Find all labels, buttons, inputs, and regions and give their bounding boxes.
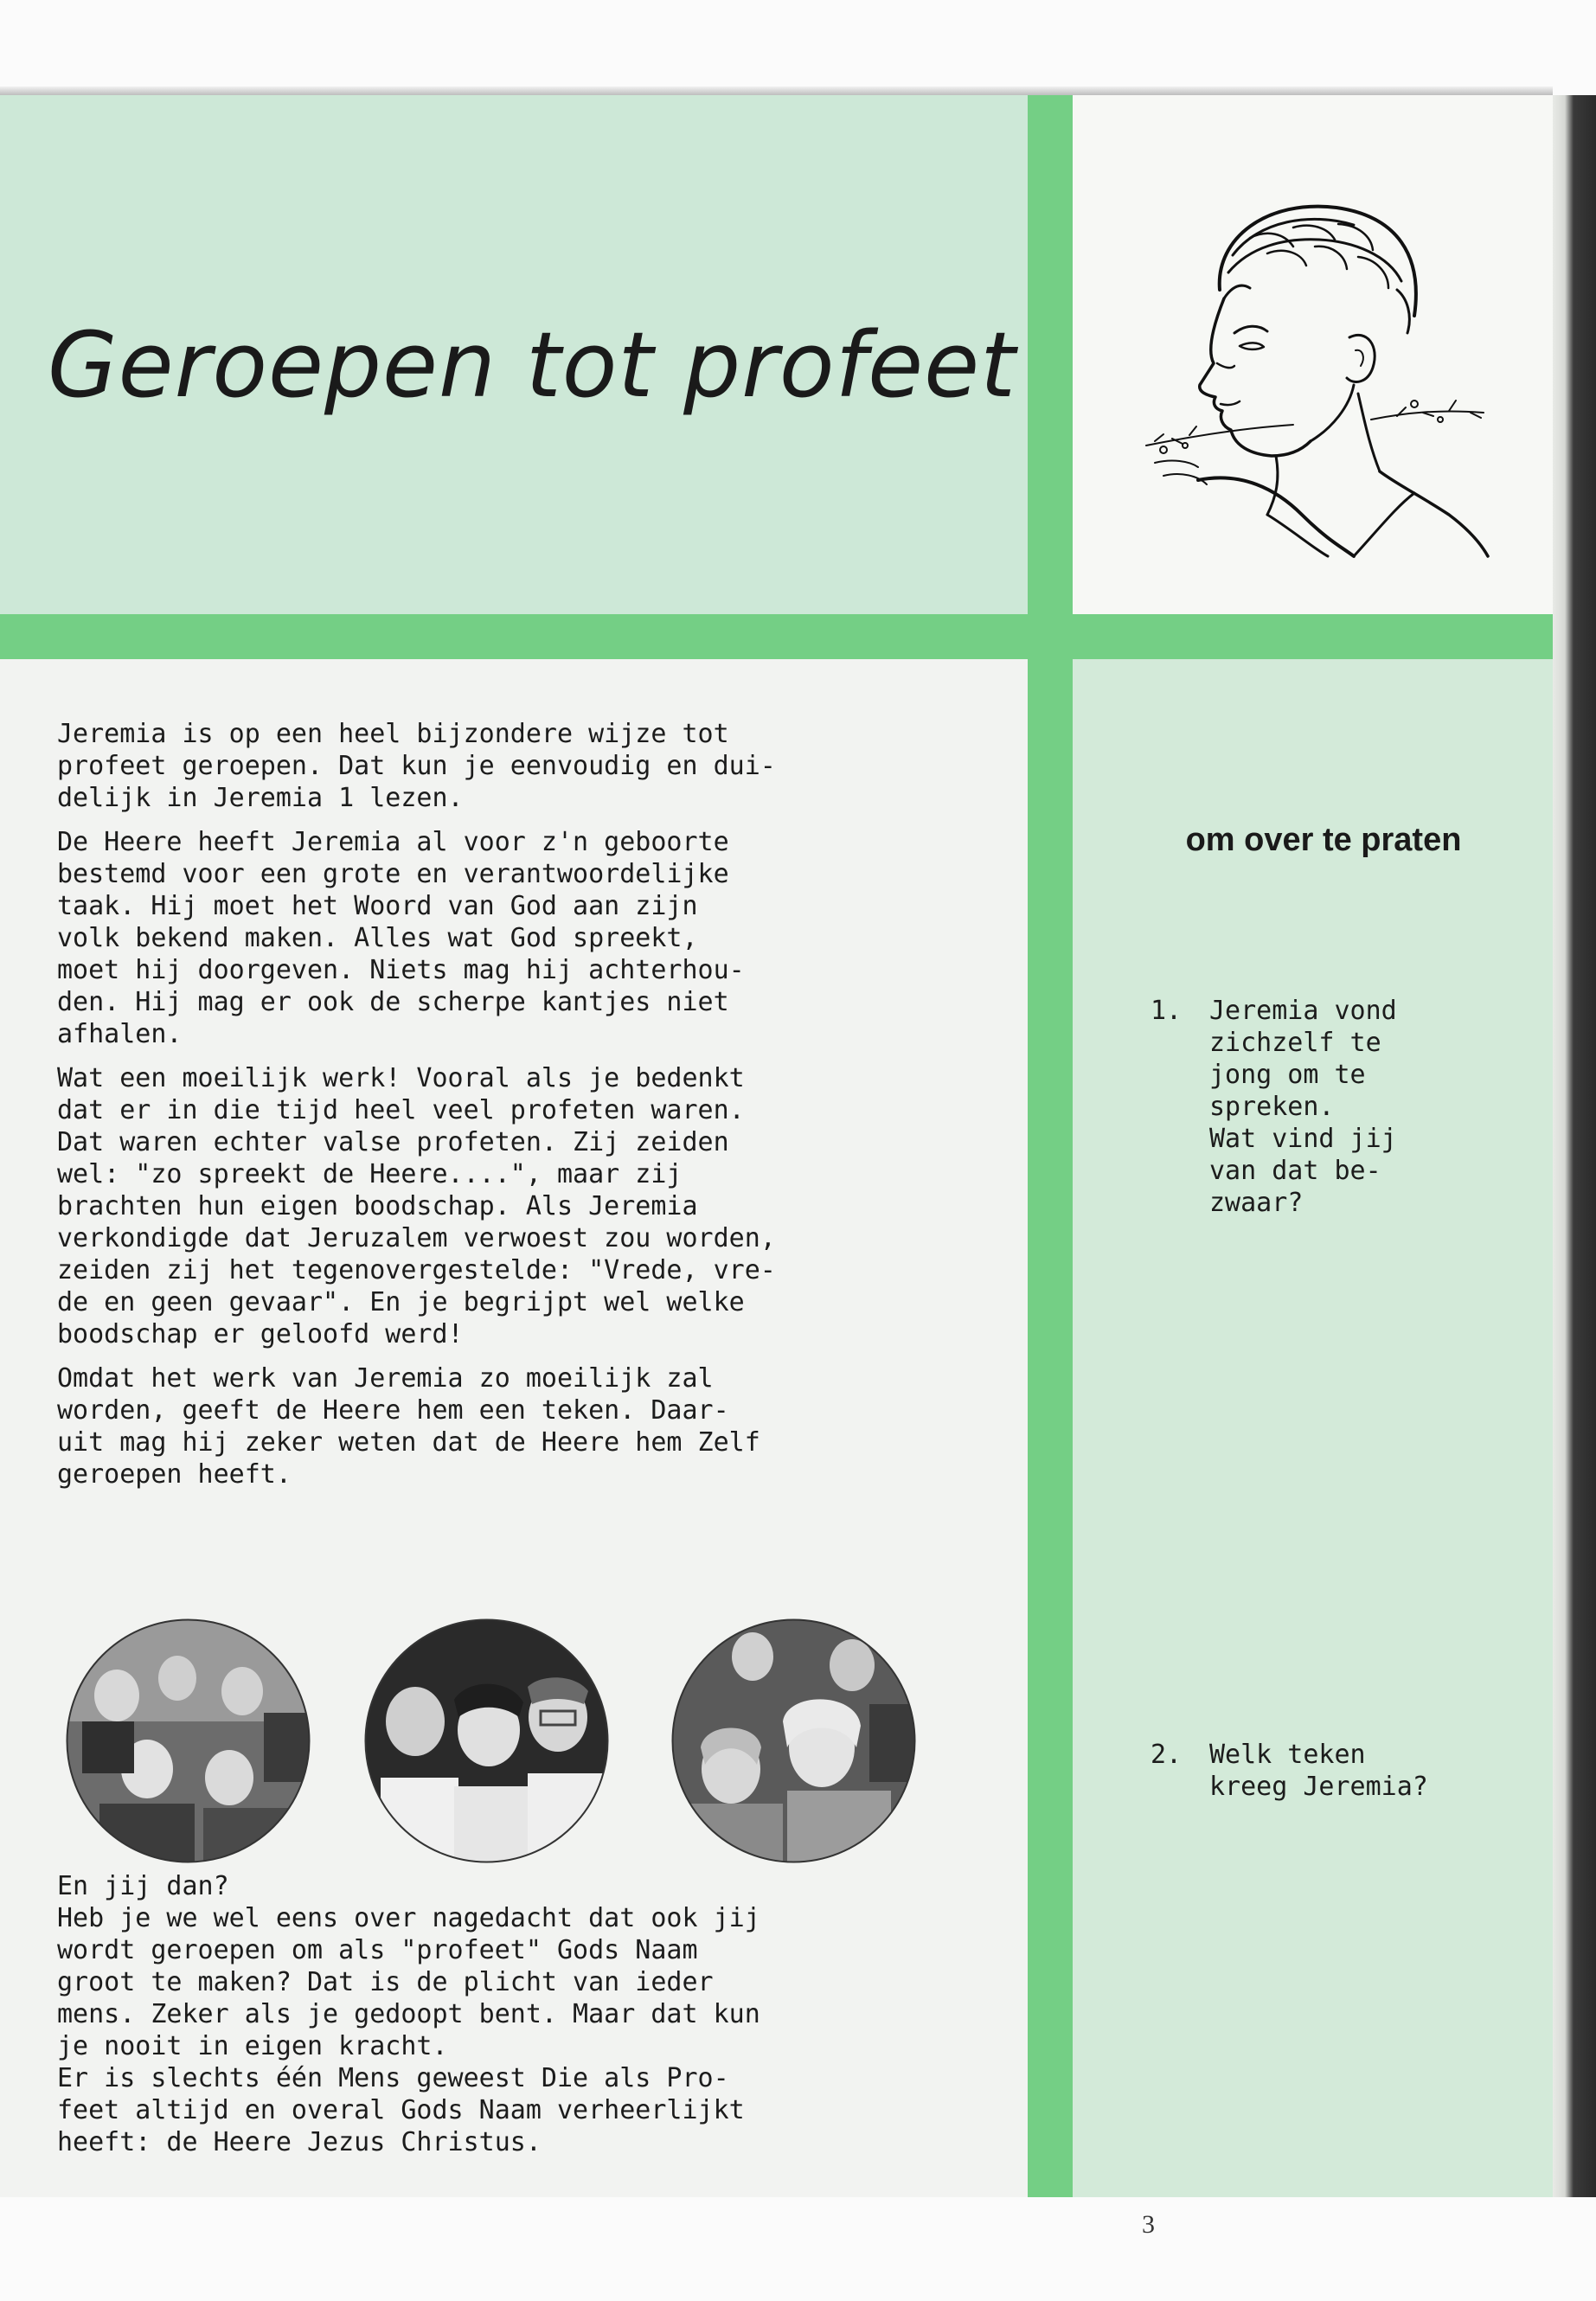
page-top-shadow bbox=[0, 87, 1553, 95]
discussion-question-1 bbox=[1151, 995, 1514, 1219]
group-of-children-photo-icon bbox=[65, 1618, 311, 1864]
question-text: Jeremia vond zichzelf te jong om te spreken. Wat vind jij van dat be- zwaar? bbox=[1209, 996, 1397, 1218]
vertical-green-band bbox=[1028, 95, 1073, 2197]
paragraph-calling: De Heere heeft Jeremia al voor z'n geboorte bestemd voor een grote en verantwoordelijke taak. Hij moet het Woord van God aan zijn volk bekend maken. Alles wat God spreekt, moet hij doorgeven. Niets mag hij achterhou- den. Hij mag er ook de scherpe kantjes niet afhalen. bbox=[57, 827, 745, 1049]
horizontal-green-band bbox=[0, 614, 1553, 659]
page-title: Geroepen tot profeet bbox=[48, 312, 1016, 418]
question-text: Welk teken kreeg Jeremia? bbox=[1209, 1740, 1428, 1802]
boy-portrait-sketch-icon bbox=[1138, 186, 1492, 558]
paragraph-closing: En jij dan? Heb je we wel eens over nagedacht dat ook jij wordt geroepen om als "profeet" Gods Naam groot te maken? Dat is de plicht van ieder mens. Zeker als je gedoopt bent. Maar dat kun je nooit in eigen kracht. Er is slechts één Mens geweest Die als Pro- feet altijd en overal Gods Naam verheerlijkt heeft: de Heere Jezus Christus. bbox=[57, 1871, 760, 2157]
paragraph-false-prophets: Wat een moeilijk werk! Vooral als je bedenkt dat er in die tijd heel veel profeten waren. Dat waren echter valse profeten. Zij zeiden wel: "zo spreekt de Heere....", maar zij brachten hun eigen boodschap. Als Jeremia verkondigde dat Jeruzalem verwoest zou worden, zeiden zij het tegenovergestelde: "Vrede, vre- de en geen gevaar". En je begrijpt wel welke boodschap er geloofd werd! bbox=[57, 1063, 776, 1349]
photo-row bbox=[65, 1618, 930, 1868]
question-number: 2. bbox=[1151, 1740, 1183, 1770]
sidebar-heading: om over te praten bbox=[1185, 822, 1462, 858]
paragraph-intro: Jeremia is op een heel bijzondere wijze tot profeet geroepen. Dat kun je eenvoudig en dui- delijk in Jeremia 1 lezen. bbox=[57, 719, 776, 813]
question-number: 1. bbox=[1151, 996, 1183, 1026]
article-body bbox=[57, 718, 1000, 1503]
three-children-photo-icon bbox=[363, 1618, 610, 1864]
discussion-question-2 bbox=[1151, 1739, 1514, 1803]
paragraph-sign: Omdat het werk van Jeremia zo moeilijk zal worden, geeft de Heere hem een teken. Daar- uit mag hij zeker weten dat de Heere hem Zelf geroepen heeft. bbox=[57, 1363, 760, 1490]
page-number: 3 bbox=[1142, 2210, 1155, 2239]
sidebar-panel bbox=[1073, 659, 1553, 2197]
magazine-page bbox=[0, 95, 1553, 2239]
page-right-edge bbox=[1553, 95, 1596, 2197]
girls-in-crowd-photo-icon bbox=[670, 1618, 917, 1864]
